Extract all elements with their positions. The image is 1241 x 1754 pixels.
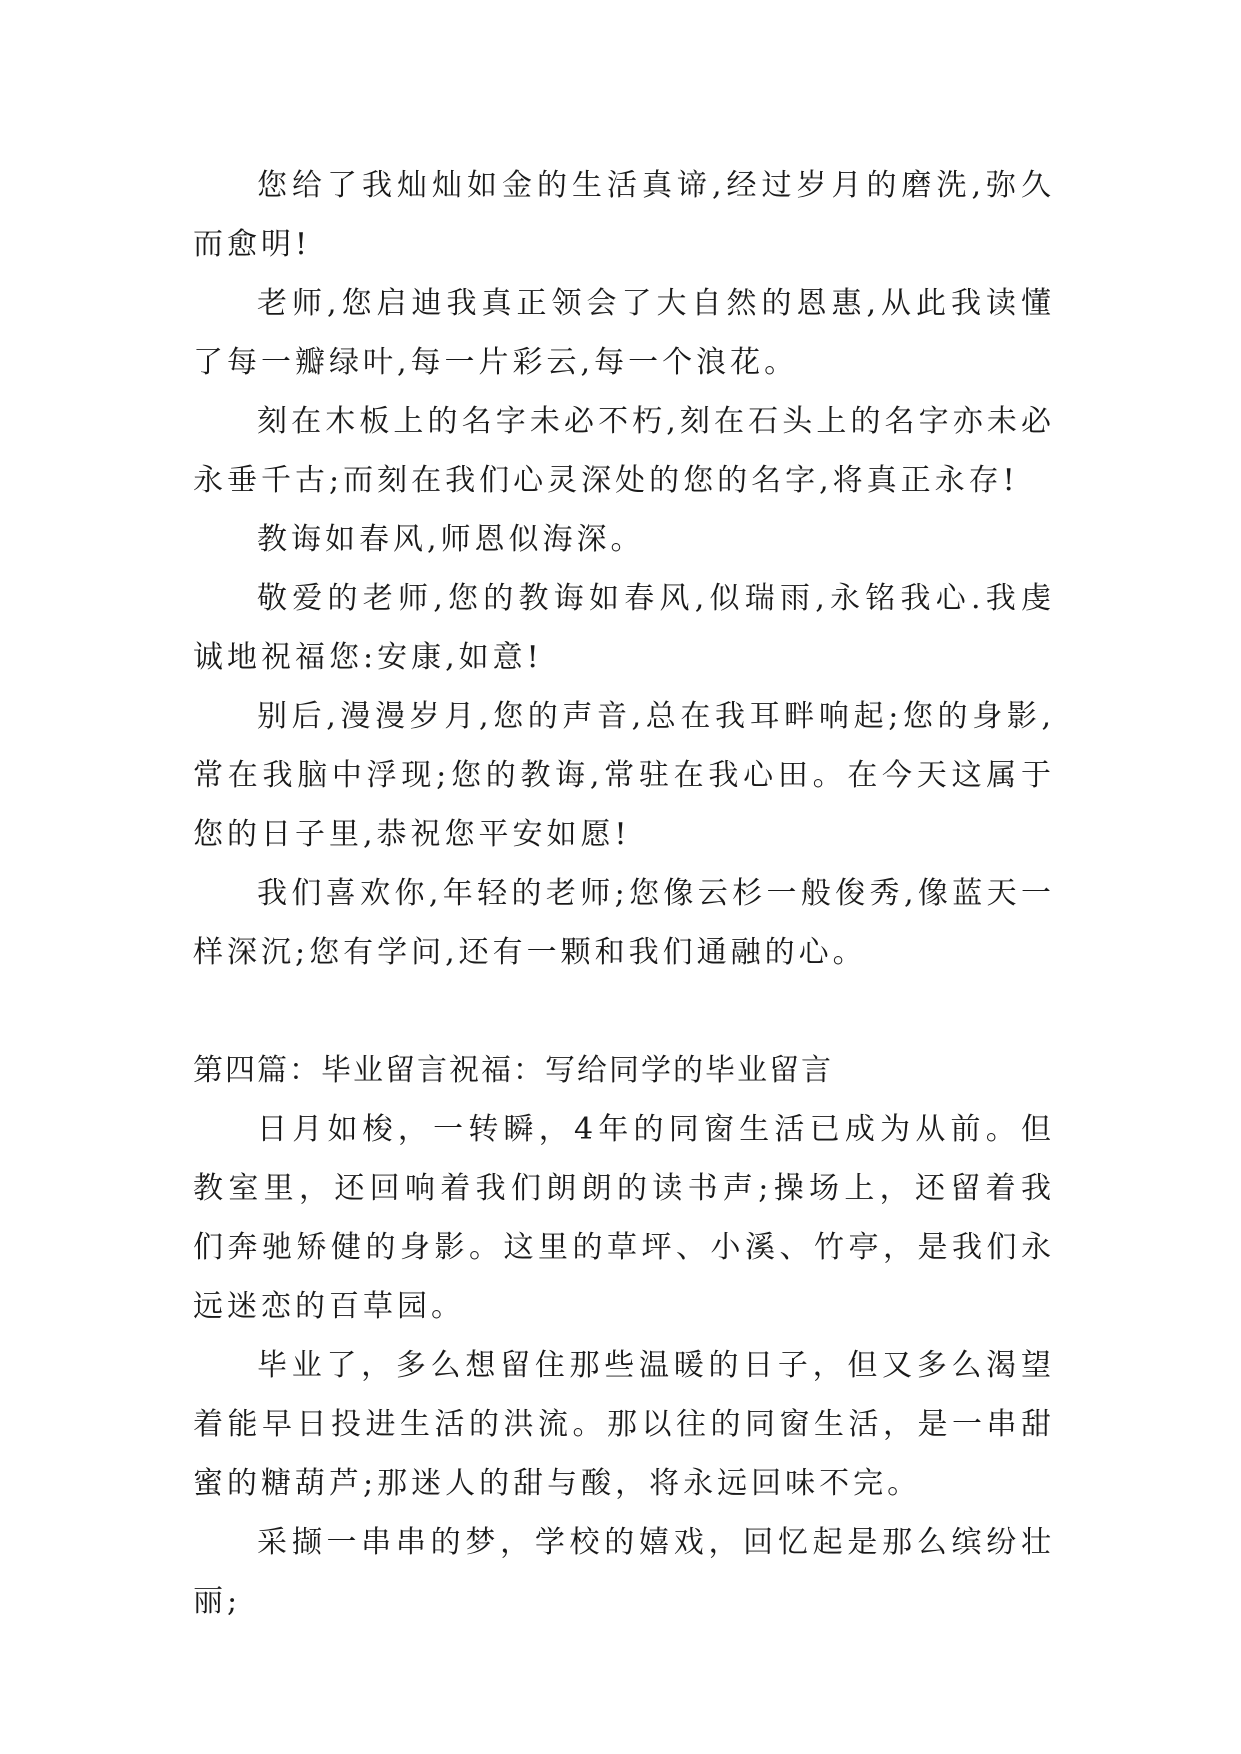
paragraph: 您给了我灿灿如金的生活真谛,经过岁月的磨洗,弥久而愈明! [193,168,1055,262]
paragraph: 教诲如春风,师恩似海深。 [257,522,645,557]
paragraph: 我们喜欢你,年轻的老师;您像云杉一般俊秀,像蓝天一样深沉;您有学问,还有一颗和我们通融的心。 [193,876,1055,970]
document-body [193,156,1055,1631]
paragraph: 毕业了，多么想留住那些温暖的日子，但又多么渴望着能早日投进生活的洪流。那以往的同窗生活，是一串甜蜜的糖葫芦;那迷人的甜与酸，将永远回味不完。 [193,1348,1055,1501]
paragraph: 别后,漫漫岁月,您的声音,总在我耳畔响起;您的身影,常在我脑中浮现;您的教诲,常驻在我心田。在今天这属于您的日子里,恭祝您平安如愿! [193,699,1055,852]
section-heading: 第四篇：毕业留言祝福：写给同学的毕业留言 [193,1053,833,1088]
paragraph: 刻在木板上的名字未必不朽,刻在石头上的名字亦未必永垂千古;而刻在我们心灵深处的您的名字,将真正永存! [193,404,1055,498]
paragraph: 敬爱的老师,您的教诲如春风,似瑞雨,永铭我心.我虔诚地祝福您:安康,如意! [193,581,1055,675]
paragraph: 采撷一串串的梦，学校的嬉戏，回忆起是那么缤纷壮丽; [193,1525,1055,1619]
paragraph: 日月如梭，一转瞬，4年的同窗生活已成为从前。但教室里，还回响着我们朗朗的读书声;操场上，还留着我们奔驰矫健的身影。这里的草坪、小溪、竹亭，是我们永远迷恋的百草园。 [193,1112,1055,1324]
paragraph: 老师,您启迪我真正领会了大自然的恩惠,从此我读懂了每一瓣绿叶,每一片彩云,每一个浪花。 [193,286,1055,380]
